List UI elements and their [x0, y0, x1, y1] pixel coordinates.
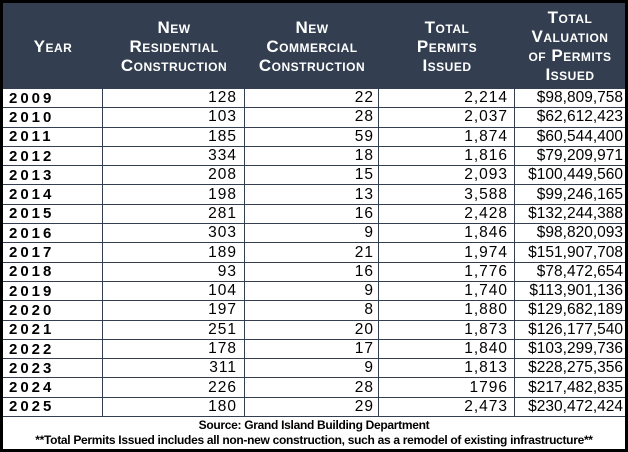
header-line: Total — [424, 17, 470, 37]
value-cell: 8 — [245, 301, 379, 319]
value-cell: 185 — [103, 128, 245, 146]
column-header-new-commercial-construction — [245, 3, 379, 89]
table-row — [3, 128, 625, 147]
value-cell: 1,813 — [379, 359, 515, 377]
header-line: Issued — [422, 55, 472, 75]
value-cell: $129,682,189 — [528, 301, 623, 319]
value-cell: 1,874 — [379, 128, 515, 146]
value-cell: 2,037 — [379, 108, 515, 126]
value-cell: $230,472,424 — [528, 397, 623, 415]
value-cell: 1796 — [379, 378, 515, 396]
value-cell: 29 — [245, 398, 379, 416]
table-row — [3, 147, 625, 166]
header-line: Issued — [545, 65, 595, 84]
value-cell: $151,907,708 — [528, 243, 623, 261]
year-cell: 2015 — [3, 205, 103, 223]
value-cell: 2,214 — [379, 89, 515, 107]
value-cell: 334 — [103, 147, 245, 165]
table-row — [3, 340, 625, 359]
year-cell: 2021 — [3, 321, 103, 339]
table-row — [3, 205, 625, 224]
header-line: Construction — [258, 55, 366, 75]
value-cell: $100,449,560 — [528, 166, 623, 184]
value-cell: 198 — [103, 185, 245, 203]
value-cell: 16 — [245, 205, 379, 223]
table-row — [3, 378, 625, 397]
year-cell: 2023 — [3, 359, 103, 377]
header-line: Permits — [416, 36, 478, 56]
value-cell: 17 — [245, 340, 379, 358]
value-cell: 208 — [103, 166, 245, 184]
value-cell: 197 — [103, 301, 245, 319]
year-cell: 2014 — [3, 185, 103, 203]
year-cell: 2013 — [3, 166, 103, 184]
year-cell: 2025 — [3, 398, 103, 416]
value-cell: $228,275,356 — [528, 359, 623, 377]
value-cell: $217,482,835 — [528, 378, 623, 396]
source-note: Source: Grand Island Building Department — [198, 418, 430, 432]
table-row — [3, 89, 625, 108]
table-row — [3, 185, 625, 204]
table-footer — [3, 417, 625, 449]
value-cell: 103 — [103, 108, 245, 126]
year-cell: 2011 — [3, 128, 103, 146]
value-cell: 1,880 — [379, 301, 515, 319]
table-header — [3, 3, 625, 89]
value-cell: 104 — [103, 282, 245, 300]
header-line: Commercial — [266, 36, 358, 56]
year-cell: 2010 — [3, 108, 103, 126]
table-row — [3, 243, 625, 262]
value-cell: 303 — [103, 224, 245, 242]
value-cell: 1,840 — [379, 340, 515, 358]
value-cell: 9 — [245, 359, 379, 377]
value-cell: 178 — [103, 340, 245, 358]
value-cell: 9 — [245, 224, 379, 242]
value-cell: 1,740 — [379, 282, 515, 300]
value-cell: 9 — [245, 282, 379, 300]
year-cell: 2020 — [3, 301, 103, 319]
header-line: Total — [547, 8, 593, 27]
value-cell: $103,299,736 — [528, 340, 623, 357]
table-row — [3, 263, 625, 282]
header-line: of Permits — [528, 46, 612, 65]
column-header-total-valuation-of-permits-issued — [515, 3, 625, 89]
year-cell: 2024 — [3, 378, 103, 396]
value-cell: $98,820,093 — [536, 224, 623, 242]
header-line: New — [157, 17, 191, 37]
column-header-new-residential-construction — [103, 3, 245, 89]
header-line: Valuation — [531, 27, 609, 46]
value-cell: 2,093 — [379, 166, 515, 184]
column-header-year — [3, 3, 103, 89]
value-cell: 20 — [245, 321, 379, 339]
value-cell: $99,246,165 — [536, 185, 623, 203]
value-cell: 93 — [103, 263, 245, 281]
year-cell: 2017 — [3, 243, 103, 261]
value-cell: 1,846 — [379, 224, 515, 242]
header-line: New — [295, 17, 329, 37]
table-row — [3, 166, 625, 185]
table-row — [3, 321, 625, 340]
year-cell: 2016 — [3, 224, 103, 242]
value-cell: 15 — [245, 166, 379, 184]
value-cell: 226 — [103, 378, 245, 396]
value-cell: 59 — [245, 128, 379, 146]
table-row — [3, 282, 625, 301]
value-cell: $98,809,758 — [536, 89, 623, 107]
value-cell: $113,901,136 — [529, 282, 623, 300]
value-cell: 251 — [103, 321, 245, 339]
value-cell: $60,544,400 — [536, 127, 623, 145]
table-row — [3, 108, 625, 127]
value-cell: 1,974 — [379, 243, 515, 261]
table-body — [3, 89, 625, 417]
value-cell: 1,776 — [379, 263, 515, 281]
value-cell: $78,472,654 — [536, 262, 623, 280]
year-cell: 2012 — [3, 147, 103, 165]
value-cell: 28 — [245, 378, 379, 396]
table-row — [3, 359, 625, 378]
value-cell: 2,473 — [379, 398, 515, 416]
year-cell: 2018 — [3, 263, 103, 281]
value-cell: $132,244,388 — [528, 204, 623, 222]
value-cell: 18 — [245, 147, 379, 165]
year-cell: 2022 — [3, 340, 103, 358]
value-cell: 189 — [103, 243, 245, 261]
value-cell: $126,177,540 — [528, 320, 623, 338]
header-line: Residential — [129, 36, 219, 56]
table-row — [3, 301, 625, 320]
value-cell: $62,612,423 — [536, 108, 623, 126]
value-cell: $79,209,971 — [536, 147, 623, 165]
value-cell: 28 — [245, 108, 379, 126]
value-cell: 180 — [103, 398, 245, 416]
value-cell: 2,428 — [379, 205, 515, 223]
value-cell: 13 — [245, 185, 379, 203]
value-cell: 21 — [245, 243, 379, 261]
permits-definition-note: **Total Permits Issued includes all non-new construction, such as a remodel of existing infrastructure** — [35, 433, 593, 447]
value-cell: 22 — [245, 89, 379, 107]
value-cell: 311 — [103, 359, 245, 377]
table-row — [3, 398, 625, 417]
value-cell: 16 — [245, 263, 379, 281]
value-cell: 128 — [103, 89, 245, 107]
table-row — [3, 224, 625, 243]
header-line: Year — [33, 36, 73, 56]
year-cell: 2009 — [3, 89, 103, 107]
value-cell: 281 — [103, 205, 245, 223]
year-cell: 2019 — [3, 282, 103, 300]
value-cell: 1,873 — [379, 321, 515, 339]
value-cell: 3,588 — [379, 185, 515, 203]
header-line: Construction — [120, 55, 228, 75]
column-header-total-permits-issued — [379, 3, 515, 89]
value-cell: 1,816 — [379, 147, 515, 165]
